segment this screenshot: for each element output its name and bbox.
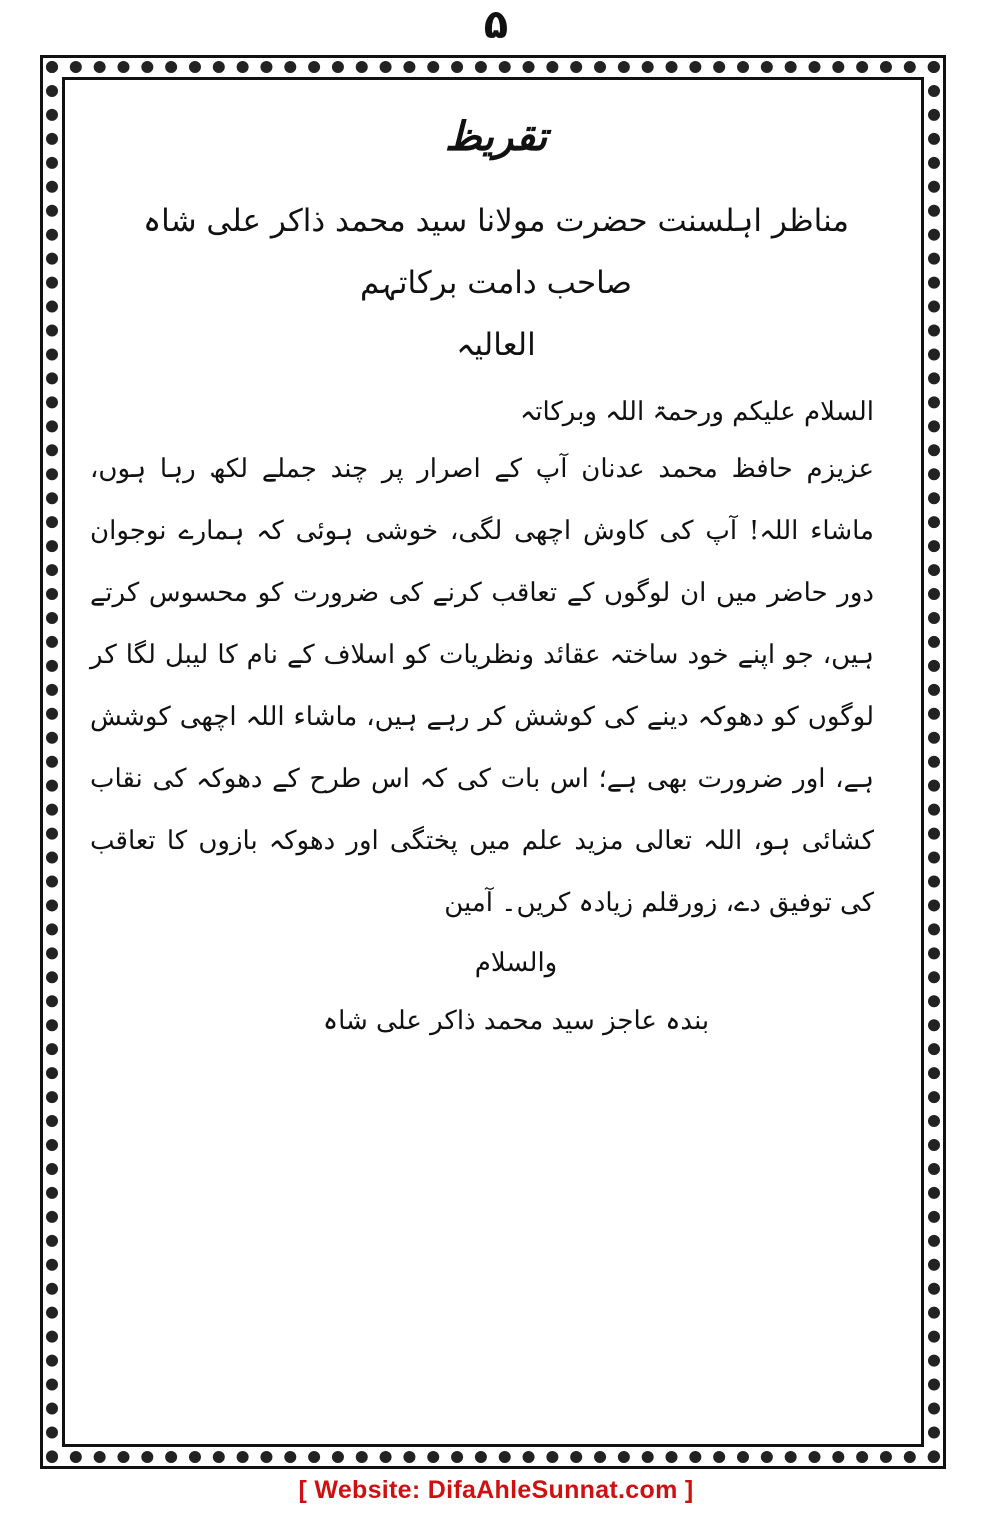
page-content xyxy=(90,95,902,1050)
page-title: تقریظ xyxy=(444,113,548,160)
closing: والسلام xyxy=(474,948,558,978)
signature: بندہ عاجز سید محمد ذاکر علی شاہ xyxy=(322,1006,710,1036)
salutation: السلام علیکم ورحمۃ اللہ وبرکاتہ xyxy=(520,397,874,427)
author-heading-tail: العالیہ xyxy=(456,327,536,363)
author-heading: مناظر اہلسنت حضرت مولانا سید محمد ذاکر علی شاہ صاحب دامت برکاتہم xyxy=(142,203,850,301)
website-footer: [ Website: DifaAhleSunnat.com ] xyxy=(298,1476,694,1504)
body-paragraph: عزیزم حافظ محمد عدنان آپ کے اصرار پر چند جملے لکھ رہا ہوں، ماشاء اللہ! آپ کی کاوش اچھی لگی، خوشی ہوئی کہ ہمارے نوجوان دور حاضر میں ان لوگوں کے تعاقب کرنے کی ضرورت کو محسوس کرتے ہیں، جو اپنے خود ساختہ عقائد ونظریات کو اسلاف کے نام کا لیبل لگا کر لوگوں کو دھوکہ دینے کی کوشش کر رہے ہیں، ماشاء اللہ اچھی کوشش ہے، اور ضرورت بھی ہے؛ اس بات کی کہ اس طرح کے دھوکہ کی نقاب کشائی ہو، اللہ تعالی مزید علم میں پختگی اور دھوکہ بازوں کا تعاقب کی توفیق دے، زورقلم زیادہ کریں۔ آمین xyxy=(90,454,874,918)
page-number: ۵ xyxy=(483,2,509,48)
